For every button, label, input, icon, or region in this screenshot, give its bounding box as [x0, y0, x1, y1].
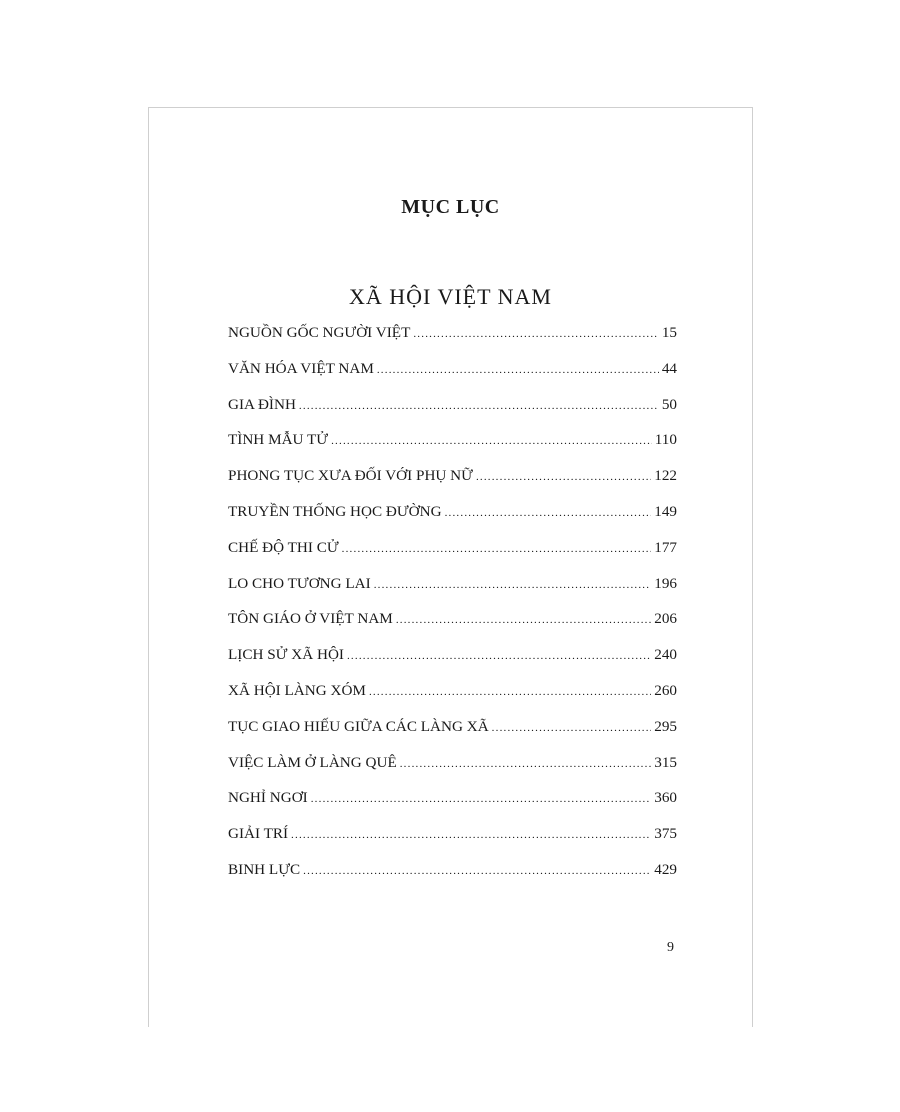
- toc-entry: [228, 718, 677, 754]
- toc-entry-title: TÔN GIÁO Ở VIỆT NAM: [228, 610, 393, 628]
- toc-entry: [228, 503, 677, 539]
- toc-entry: [228, 682, 677, 718]
- toc-entry-title: NGHỈ NGƠI: [228, 789, 308, 807]
- toc-entry-title: CHẾ ĐỘ THI CỬ: [228, 538, 339, 556]
- section-title: XÃ HỘI VIỆT NAM: [348, 284, 552, 309]
- toc-entry: [228, 646, 677, 682]
- toc-entry-page: 240: [654, 646, 677, 664]
- dot-leader: [377, 364, 659, 376]
- dot-leader: [413, 328, 658, 340]
- toc-entry: [228, 825, 677, 861]
- dot-leader: [299, 400, 659, 412]
- book-page: [148, 107, 753, 1027]
- toc-entry-page: 375: [654, 825, 677, 843]
- dot-leader: [347, 650, 651, 662]
- toc-entry-page: 149: [654, 502, 677, 520]
- page-number: 9: [667, 940, 674, 955]
- toc-entry-page: 206: [654, 610, 677, 628]
- toc-entry-page: 110: [654, 431, 677, 449]
- toc-entry-page: 44: [661, 359, 677, 377]
- toc-entry: [228, 754, 677, 790]
- dot-leader: [476, 471, 651, 483]
- toc-entry: [228, 789, 677, 825]
- toc-entry: [228, 467, 677, 503]
- toc-entry-title: LO CHO TƯƠNG LAI: [228, 574, 371, 592]
- toc-entry-page: 50: [661, 395, 677, 413]
- toc-heading: MỤC LỤC: [401, 196, 500, 218]
- toc-entry: [228, 861, 677, 897]
- dot-leader: [492, 722, 652, 734]
- toc-entry-title: PHONG TỤC XƯA ĐỐI VỚI PHỤ NỮ: [228, 467, 473, 485]
- toc-entry: [228, 324, 677, 360]
- toc-entry-title: GIA ĐÌNH: [228, 395, 296, 413]
- dot-leader: [291, 829, 651, 841]
- toc-entry-title: VIỆC LÀM Ở LÀNG QUÊ: [228, 753, 397, 771]
- toc-entry: [228, 575, 677, 611]
- toc-entry-title: BINH LỰC: [228, 860, 301, 878]
- toc-entry-page: 196: [654, 574, 677, 592]
- toc-entry: [228, 396, 677, 432]
- toc-entry-page: 315: [654, 753, 677, 771]
- dot-leader: [311, 793, 651, 805]
- toc-entry-page: 177: [654, 538, 677, 556]
- toc-entry-title: TỤC GIAO HIẾU GIỮA CÁC LÀNG XÃ: [228, 717, 489, 735]
- toc-entry-title: TRUYỀN THỐNG HỌC ĐƯỜNG: [228, 502, 442, 520]
- toc-entry-page: 429: [654, 860, 677, 878]
- toc-entry: [228, 610, 677, 646]
- dot-leader: [445, 507, 652, 519]
- toc-entry-title: NGUỒN GỐC NGƯỜI VIỆT: [228, 324, 411, 341]
- dot-leader: [400, 758, 651, 770]
- dot-leader: [374, 579, 652, 591]
- toc-entry: [228, 360, 677, 396]
- toc-entry-page: 295: [654, 717, 677, 735]
- toc-entry-page: 260: [654, 681, 677, 699]
- toc-entry: [228, 539, 677, 575]
- dot-leader: [331, 435, 652, 447]
- toc-entry: [228, 431, 677, 467]
- dot-leader: [396, 614, 651, 626]
- toc-entry-title: LỊCH SỬ XÃ HỘI: [228, 646, 344, 664]
- toc-entry-title: TÌNH MẪU TỬ: [228, 431, 329, 449]
- toc-entry-title: XÃ HỘI LÀNG XÓM: [228, 681, 366, 699]
- dot-leader: [369, 686, 651, 698]
- toc-entry-page: 360: [654, 789, 677, 807]
- toc-entry-title: VĂN HÓA VIỆT NAM: [228, 359, 374, 377]
- toc-entry-page: 122: [654, 467, 677, 485]
- dot-leader: [342, 543, 652, 555]
- dot-leader: [303, 865, 651, 877]
- toc-list: [228, 324, 677, 897]
- toc-entry-title: GIẢI TRÍ: [228, 825, 289, 843]
- toc-entry-page: 15: [661, 324, 677, 341]
